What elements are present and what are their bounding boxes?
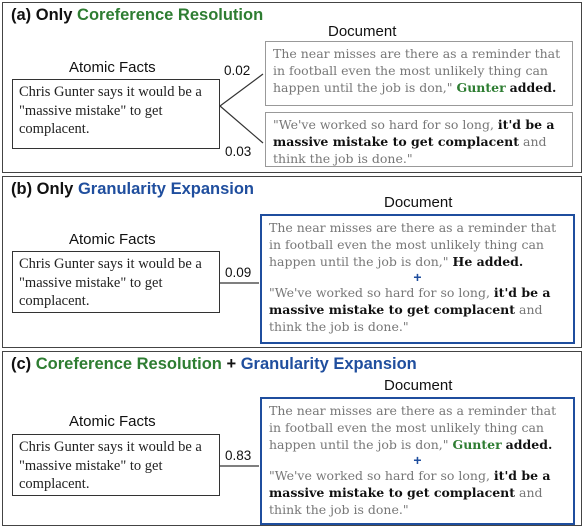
panel-b-granularity-only bbox=[2, 176, 582, 348]
panel-a-document-box-2: "We've worked so hard for so long, it'd be a massive mistake to get complacent and think the job is done." bbox=[265, 112, 573, 167]
panel-a-document-box-1: The near misses are there as a reminder that in football even the most unlikely thing can happen until the job is don," Gunter added. bbox=[265, 41, 573, 106]
panel-b-connector bbox=[3, 177, 583, 349]
panel-b-title: (b) Only Granularity Expansion bbox=[11, 180, 254, 198]
panel-a-atomic-facts-label: Atomic Facts bbox=[69, 59, 156, 76]
panel-a-title: (a) Only Coreference Resolution bbox=[11, 6, 264, 24]
panel-c-document-label: Document bbox=[384, 377, 453, 394]
panel-c-score: 0.83 bbox=[225, 448, 252, 463]
panel-b-score: 0.09 bbox=[225, 265, 252, 280]
panel-c-atomic-fact-box: Chris Gunter says it would be a "massive mistake" to get complacent. bbox=[12, 434, 220, 496]
panel-a-coreference-only bbox=[2, 2, 582, 173]
panel-c-combined bbox=[2, 351, 582, 526]
panel-a-score-2: 0.03 bbox=[225, 144, 252, 159]
panel-b-atomic-facts-label: Atomic Facts bbox=[69, 231, 156, 248]
panel-a-document-label: Document bbox=[328, 23, 397, 40]
panel-b-document-box: The near misses are there as a reminder that in football even the most unlikely thing can happen until the job is don," He added. + "We've worked so hard for so long, it'd be a massive mistake to get complacent and think the job is done." bbox=[260, 214, 575, 344]
panel-c-atomic-facts-label: Atomic Facts bbox=[69, 413, 156, 430]
panel-b-plus-icon: + bbox=[413, 269, 422, 285]
panel-a-score-1: 0.02 bbox=[224, 63, 251, 78]
panel-c-document-box: The near misses are there as a reminder that in football even the most unlikely thing can happen until the job is don," Gunter added. + "We've worked so hard for so long, it'd be a massive mistake to get complacent and think the job is done." bbox=[260, 397, 575, 525]
panel-c-connector bbox=[3, 352, 583, 527]
panel-a-connectors bbox=[3, 3, 583, 174]
panel-c-plus-icon: + bbox=[413, 452, 422, 468]
panel-c-title: (c) Coreference Resolution + Granularity Expansion bbox=[11, 355, 417, 373]
panel-a-atomic-fact-box: Chris Gunter says it would be a "massive mistake" to get complacent. bbox=[12, 79, 220, 149]
panel-b-document-label: Document bbox=[384, 194, 453, 211]
panel-b-atomic-fact-box: Chris Gunter says it would be a "massive mistake" to get complacent. bbox=[12, 251, 220, 313]
